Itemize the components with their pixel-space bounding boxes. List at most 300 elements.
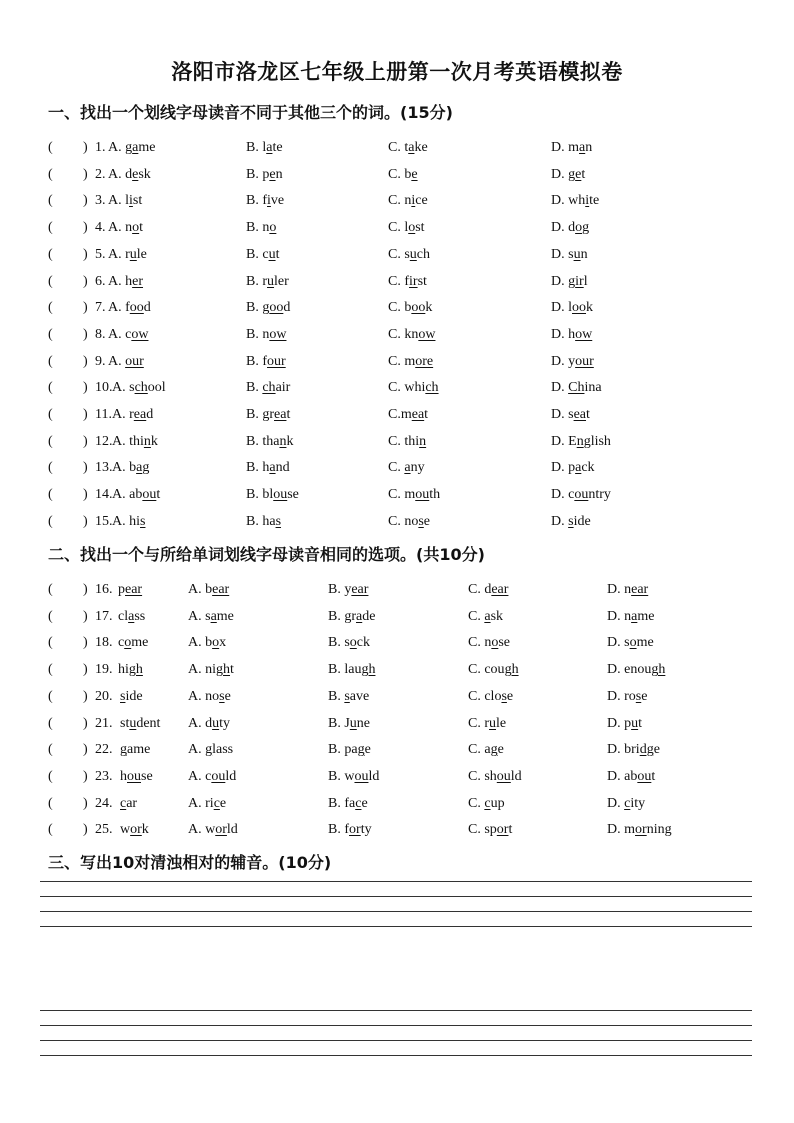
word-part: p [262,166,270,182]
word-part: D. [551,513,569,529]
word-part: A. [112,380,130,396]
word-part: k [150,433,158,449]
word-part: E [568,433,577,449]
word-part: e [364,742,371,758]
word-part: n [585,140,593,155]
word-part: C. [388,220,405,236]
word-part: ck [356,635,371,651]
word-part: A. [108,326,126,342]
option-c [388,407,428,423]
option-b [246,380,290,396]
word-part: D. [551,220,569,236]
word-part: A. [188,662,206,678]
option-a [188,635,226,651]
word-part: D. [607,715,625,731]
answer-open-paren[interactable]: ( [48,460,53,476]
underlined-letters: s [140,513,146,529]
option-a [188,689,231,705]
underlined-letters: or [130,822,142,838]
word-part: D. [607,822,625,838]
answer-close-paren: ) [83,742,88,758]
given-word [118,635,148,651]
word-part: D. [551,166,569,182]
option-d [607,582,648,598]
word-part: A. [108,166,126,182]
option-c [388,140,428,156]
answer-close-paren: ) [83,822,88,838]
underlined-letters: u [267,273,275,289]
underlined-letters: dg [639,742,654,758]
underlined-letters: or [215,822,227,838]
underlined-letters: ou [211,768,226,784]
answer-close-paren: ) [83,433,88,449]
answer-open-paren[interactable]: ( [48,300,53,316]
question-row [0,514,794,534]
option-b [246,140,283,156]
underlined-letters: o [349,635,357,651]
question-number: 7. [95,300,106,316]
answer-close-paren: ) [83,246,88,262]
word-part: d [125,166,133,182]
option-a [188,822,238,838]
answer-open-paren[interactable]: ( [48,768,53,784]
word-part: g [568,273,576,289]
answer-open-paren[interactable]: ( [48,220,53,236]
word-part: h [568,326,576,342]
word-part: d [143,300,151,316]
underlined-letters: o [629,635,637,651]
option-c [388,274,427,290]
page-title: 洛阳市洛龙区七年级上册第一次月考英语模拟卷 [171,60,623,84]
question-number: 5. [95,246,106,262]
word-part: m [624,822,636,838]
underlined-letters: a [128,608,135,624]
word-part: r [125,246,130,262]
answer-open-paren[interactable]: ( [48,795,53,811]
word-part: se [287,487,299,503]
question-row [0,407,794,427]
underlined-letters: oo [572,300,587,316]
word-part: B. [246,300,263,316]
word-part: D. [551,433,569,449]
underlined-letters: s [568,513,574,529]
word-part: sk [490,608,504,624]
word-part: me [216,608,234,624]
question-row [0,635,794,655]
answer-open-paren[interactable]: ( [48,353,53,369]
underlined-letters: a [404,460,411,476]
answer-close-paren: ) [83,166,88,182]
answer-open-paren[interactable]: ( [48,513,53,529]
question-number: 25. [95,822,113,838]
option-b [328,689,369,705]
word-part: t [286,407,291,422]
underlined-letters: ea [133,407,147,422]
option-b [328,796,368,812]
option-b [246,434,293,450]
answer-line[interactable] [40,896,752,897]
question-number: 24. [95,795,113,811]
word-part: b [404,300,412,316]
word-part: l [583,273,588,289]
underlined-letters: ear [631,582,649,597]
word-part: r [129,407,134,422]
word-part: bri [624,742,640,758]
option-d [607,796,645,812]
underlined-letters: gh [504,662,519,678]
option-b [246,300,290,316]
answer-open-paren[interactable]: ( [48,487,53,503]
word-part: s [205,608,211,624]
word-part: b [205,635,213,651]
option-a [108,247,147,263]
underlined-letters: s [501,688,507,704]
word-part: s [568,407,574,422]
word-part: B. [246,513,263,529]
answer-line[interactable] [40,1025,752,1026]
word-part: D. [607,635,625,651]
answer-open-paren[interactable]: ( [48,433,53,449]
answer-close-paren: ) [83,513,88,529]
word-part: ha [262,513,276,529]
answer-line[interactable] [40,881,752,882]
question-number: 18. [95,635,113,651]
question-number: 9. [95,353,106,369]
word-part: A. [188,795,206,811]
underlined-letters: o [132,220,140,236]
word-part: k [425,300,433,316]
question-row [0,742,794,762]
word-part: C. [468,715,485,731]
word-part: me [637,608,655,624]
word-part: t [651,768,656,784]
given-word [120,822,149,838]
question-number: 8. [95,326,106,342]
underlined-letters: ou [273,487,288,503]
word-part: n [125,220,133,236]
word-part: s [344,635,350,651]
option-b [328,582,368,598]
section-2-heading: 二、找出一个与所给单词划线字母读音相同的选项。(共10分) [48,545,485,564]
underlined-letters: g [205,742,213,758]
word-part: D. [607,608,625,624]
option-d [607,609,654,625]
answer-open-paren[interactable]: ( [48,635,53,651]
word-part: ve [270,193,285,209]
word-part: A. [112,433,130,449]
answer-line[interactable] [40,1055,752,1056]
option-c [468,796,505,812]
answer-close-paren: ) [83,487,88,503]
word-part: l [568,300,573,316]
answer-line[interactable] [40,926,752,927]
option-c [388,380,439,396]
word-part: ld [225,768,237,784]
word-part: sh [484,768,497,784]
word-part: B. [328,635,345,651]
word-part: ce [415,193,428,209]
answer-close-paren: ) [83,795,88,811]
underlined-letters: ea [411,407,425,422]
word-part: f [125,300,130,316]
word-part: C. [388,380,405,396]
answer-close-paren: ) [83,380,88,396]
answer-open-paren[interactable]: ( [48,715,53,731]
answer-close-paren: ) [83,715,88,731]
word-part: c [262,246,269,262]
question-row [0,582,794,602]
underlined-letters: our [575,353,594,369]
word-part: t [638,715,643,731]
word-part: g [262,300,270,316]
word-part: D. [607,688,625,704]
underlined-letters: oo [129,300,144,316]
option-b [246,193,284,209]
word-part: me [131,635,149,651]
underlined-letters: or [349,822,361,838]
underlined-letters: s [219,688,225,704]
question-row [0,167,794,187]
word-part: c [125,326,132,342]
word-part: le [136,246,147,262]
underlined-letters: s [120,688,126,704]
option-c [388,434,426,450]
word-part: C. [388,433,405,449]
question-number: 15. [95,513,113,529]
option-d [551,434,611,450]
option-a [188,769,236,785]
word-part: p [118,582,125,597]
option-b [246,274,289,290]
question-number: 17. [95,608,113,624]
question-row [0,327,794,347]
question-number: 20. [95,688,113,704]
word-part: C. [468,582,485,597]
underlined-letters: our [267,353,286,369]
option-d [607,635,654,651]
answer-open-paren[interactable]: ( [48,742,53,758]
word-part: ri [205,795,214,811]
question-row [0,247,794,267]
word-part: C. [468,662,485,678]
given-word [120,796,137,812]
option-c [388,247,430,263]
word-part: st [132,193,143,209]
question-number: 13. [95,460,113,476]
answer-open-paren[interactable]: ( [48,193,53,209]
word-part: A. [112,407,130,422]
word-part: A. [188,768,206,784]
word-part: B. [246,380,263,396]
underlined-letters: o [575,220,583,236]
word-part: C. [388,273,405,289]
word-part: a [484,742,491,758]
word-part: n [404,193,412,209]
question-row [0,380,794,400]
word-part: B. [328,582,345,597]
underlined-letters: n [143,433,151,449]
word-part: D. [551,246,569,262]
underlined-letters: ou [415,487,430,503]
answer-close-paren: ) [83,193,88,209]
option-c [468,822,512,838]
word-part: e [497,742,504,758]
option-a [112,434,158,450]
word-part: se [498,635,511,651]
underlined-letters: or [496,822,509,838]
word-part: D. [607,742,625,758]
word-part: h [120,768,127,784]
word-part: B. [246,487,263,503]
underlined-letters: ear [351,582,369,597]
word-part: t [508,822,513,838]
word-part: h [262,460,270,476]
word-part: A. [188,635,206,651]
word-part: cou [484,662,505,678]
underlined-letters: i [585,193,590,209]
option-b [246,487,299,503]
underlined-letters: u [409,246,417,262]
word-part: C. [388,140,405,155]
answer-open-paren[interactable]: ( [48,608,53,624]
word-part: n [624,582,632,597]
option-d [551,167,585,183]
word-part: whi [404,380,426,396]
word-part: A. [108,273,126,289]
word-part: ty [219,715,231,731]
word-part: pa [344,742,358,758]
word-part: B. [246,407,263,422]
word-part: ler [274,273,289,289]
word-part: de [362,608,376,624]
word-part: f [262,353,268,369]
word-part: ro [624,688,636,704]
underlined-letters: ow [131,326,149,342]
word-part: air [275,380,291,396]
word-part: ity [630,795,646,811]
word-part: ty [360,822,372,838]
word-part: p [568,460,576,476]
answer-open-paren[interactable]: ( [48,380,53,396]
option-b [328,742,371,758]
option-d [551,247,588,263]
answer-line[interactable] [40,1010,752,1011]
word-part: B. [328,742,345,758]
underlined-letters: g [490,742,498,758]
answer-open-paren[interactable]: ( [48,688,53,704]
word-part: thi [404,433,420,449]
word-part: b [129,460,137,476]
option-a [108,327,148,343]
answer-open-paren[interactable]: ( [48,326,53,342]
answer-open-paren[interactable]: ( [48,822,53,838]
word-part: st [417,273,427,289]
underlined-letters: o [408,220,416,236]
underlined-letters: gh [128,662,143,678]
answer-open-paren[interactable]: ( [48,582,53,597]
word-part: C. [468,688,485,704]
word-part: C. [388,460,405,476]
underlined-letters: ore [415,353,434,369]
word-part: B. [328,795,345,811]
word-part: w [344,768,355,784]
option-a [108,220,143,236]
option-b [328,662,375,678]
answer-close-paren: ) [83,353,88,369]
answer-open-paren[interactable]: ( [48,273,53,289]
underlined-letters: ow [575,326,593,342]
underlined-letters: o [124,635,132,651]
underlined-letters: a [575,460,582,476]
word-part: B. [246,193,263,209]
option-a [112,487,160,503]
underlined-letters: a [356,608,363,624]
word-part: A. [188,608,206,624]
word-part: c [205,768,212,784]
word-part: te [272,140,283,155]
word-part: lau [344,662,362,678]
word-part: n [262,220,270,236]
word-part: D. [551,380,569,396]
option-c [388,327,435,343]
word-part: D. [551,407,569,422]
word-part: gr [344,608,357,624]
word-part: n [580,246,588,262]
answer-open-paren[interactable]: ( [48,662,53,678]
option-c [468,689,513,705]
word-part: k [586,300,594,316]
word-part: me [636,635,654,651]
answer-open-paren[interactable]: ( [48,407,53,422]
word-part: ni [205,662,217,678]
underlined-letters: s [635,688,642,704]
answer-line[interactable] [40,911,752,912]
word-part: n [484,635,492,651]
word-part: A. [188,715,206,731]
underlined-letters: gh [216,662,231,678]
underlined-letters: ow [418,326,436,342]
given-word [118,609,145,625]
word-part: n [262,326,270,342]
word-part: A. [112,487,130,503]
underlined-letters: c [120,795,127,811]
word-part: y [344,582,352,597]
word-part: r [262,273,268,289]
word-part: ool [147,380,166,396]
word-part: m [400,407,412,422]
word-part: e [641,688,648,704]
word-part: A. [188,688,206,704]
underlined-letters: s [418,513,424,529]
word-part: C. [468,608,485,624]
option-d [551,487,611,503]
answer-line[interactable] [40,1040,752,1041]
underlined-letters: u [129,246,137,262]
word-part: C. [468,742,485,758]
option-c [388,300,432,316]
word-part: B. [246,326,263,342]
option-b [246,460,290,476]
option-b [246,514,281,530]
word-part: ide [573,513,591,529]
answer-open-paren[interactable]: ( [48,166,53,182]
underlined-letters: u [349,715,357,731]
answer-open-paren[interactable]: ( [48,140,53,155]
option-a [112,380,166,396]
word-part: b [404,166,412,182]
answer-open-paren[interactable]: ( [48,246,53,262]
underlined-letters: s [275,513,282,529]
